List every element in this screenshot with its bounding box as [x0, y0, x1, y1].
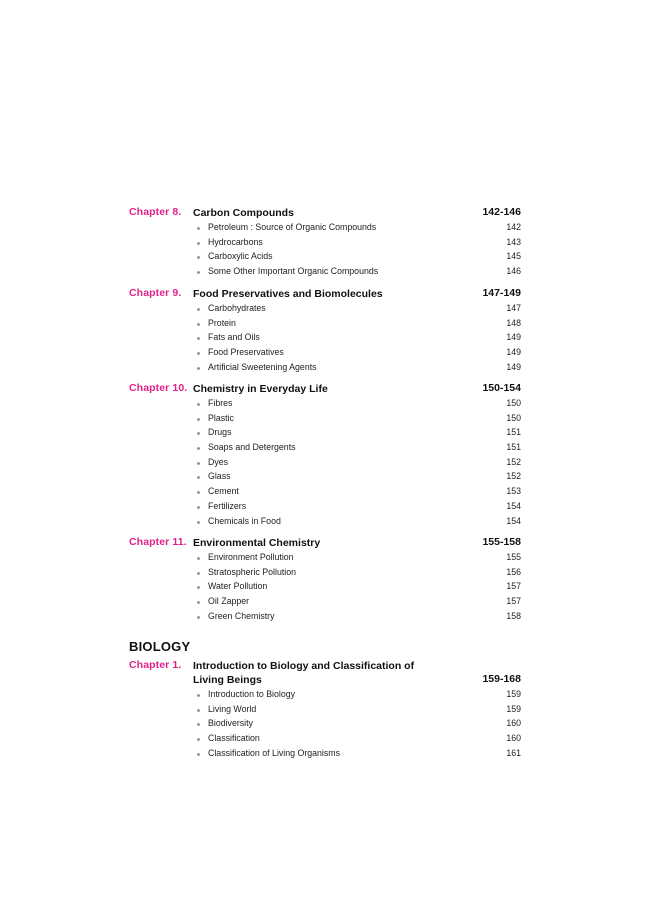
item-page: 142 [506, 222, 521, 232]
list-item [0, 689, 660, 704]
bullet-icon [197, 506, 200, 509]
chapter-9 [0, 287, 660, 376]
bullet-icon [197, 352, 200, 355]
chapter-title: Chemistry in Everyday Life [193, 383, 328, 395]
item-text: Food Preservatives [208, 347, 284, 358]
bullet-icon [197, 256, 200, 259]
list-item [0, 748, 660, 763]
item-page: 159 [506, 703, 521, 714]
item-text: Stratospheric Pollution [208, 566, 297, 577]
item-text: Classification [208, 733, 260, 744]
item-text: Carboxylic Acids [208, 251, 273, 262]
item-page: 160 [506, 718, 521, 729]
item-page: 157 [506, 596, 521, 607]
chapter-header [0, 287, 660, 303]
item-text: Glass [208, 471, 231, 482]
item-page: 149 [506, 332, 521, 343]
item-text: Fibres [208, 398, 233, 408]
list-item [0, 581, 660, 596]
chapter-label: Chapter 9. [129, 287, 182, 299]
list-item [0, 266, 660, 281]
list-item [0, 427, 660, 442]
item-text: Green Chemistry [208, 610, 275, 621]
bullet-icon [197, 521, 200, 524]
list-item [0, 318, 660, 333]
list-item [0, 733, 660, 748]
item-page: 150 [506, 412, 521, 423]
chapter-title: Food Preservatives and Biomolecules [193, 288, 383, 300]
item-page: 157 [506, 581, 521, 592]
item-text: Soaps and Detergents [208, 442, 296, 453]
chapter-label: Chapter 10. [129, 382, 188, 394]
bullet-icon [197, 271, 200, 274]
list-item [0, 718, 660, 733]
bullet-icon [197, 418, 200, 421]
list-item [0, 596, 660, 611]
list-item [0, 442, 660, 457]
bullet-icon [197, 616, 200, 619]
bullet-icon [197, 432, 200, 435]
item-text: Living World [208, 703, 257, 714]
item-text: Cement [208, 486, 239, 497]
bullet-icon [197, 337, 200, 340]
list-item [0, 251, 660, 266]
bullet-icon [197, 557, 200, 560]
item-text: Carbohydrates [208, 303, 266, 313]
chapter-label: Chapter 1. [129, 659, 182, 671]
chapter-10 [0, 382, 660, 530]
list-item [0, 486, 660, 501]
item-page: 155 [506, 552, 521, 562]
chapter-8 [0, 206, 660, 281]
chapter-items [0, 398, 660, 530]
item-text: Petroleum : Source of Organic Compounds [208, 222, 377, 232]
bullet-icon [197, 723, 200, 726]
chapter-page-range: 147-149 [482, 287, 521, 299]
item-page: 161 [506, 747, 521, 758]
biology-chapter-1 [0, 659, 660, 762]
chapter-page-range: 150-154 [482, 382, 521, 394]
bullet-icon [197, 601, 200, 604]
chapter-header [0, 536, 660, 552]
item-text: Chemicals in Food [208, 515, 281, 526]
item-text: Fertilizers [208, 500, 247, 511]
item-text: Oil Zapper [208, 596, 250, 607]
chapter-title: Environmental Chemistry [193, 537, 321, 549]
item-page: 149 [506, 347, 521, 358]
bullet-icon [197, 491, 200, 494]
item-text: Biodiversity [208, 718, 253, 729]
list-item [0, 704, 660, 719]
chapter-page-range: 155-158 [482, 536, 521, 548]
list-item [0, 413, 660, 428]
item-page: 149 [506, 361, 521, 372]
item-page: 152 [506, 471, 521, 482]
list-item [0, 516, 660, 531]
item-text: Drugs [208, 427, 232, 438]
item-page: 146 [506, 266, 521, 277]
chapter-title-line-2: Living Beings [193, 674, 262, 686]
chapter-label: Chapter 11. [129, 536, 187, 548]
item-page: 151 [506, 427, 521, 438]
item-text: Some Other Important Organic Compounds [208, 266, 379, 277]
list-item [0, 611, 660, 626]
item-text: Dyes [208, 456, 229, 467]
chapter-title-line-1: Introduction to Biology and Classification of [193, 660, 415, 672]
chapter-page-range: 159-168 [482, 673, 521, 685]
list-item [0, 303, 660, 318]
item-page: 159 [506, 689, 521, 699]
item-page: 150 [506, 398, 521, 408]
bullet-icon [197, 738, 200, 741]
bullet-icon [197, 367, 200, 370]
item-text: Classification of Living Organisms [208, 747, 341, 758]
section-heading-biology: BIOLOGY [129, 639, 191, 654]
item-page: 156 [506, 566, 521, 577]
item-text: Fats and Oils [208, 332, 260, 343]
bullet-icon [197, 403, 200, 406]
bullet-icon [197, 242, 200, 245]
bullet-icon [197, 753, 200, 756]
list-item [0, 237, 660, 252]
item-page: 154 [506, 500, 521, 511]
chapter-items [0, 303, 660, 376]
item-text: Protein [208, 317, 236, 328]
list-item [0, 471, 660, 486]
item-text: Water Pollution [208, 581, 268, 592]
item-page: 154 [506, 515, 521, 526]
bullet-icon [197, 586, 200, 589]
chapter-title: Carbon Compounds [193, 207, 294, 219]
chapter-header [0, 206, 660, 222]
item-text: Environment Pollution [208, 552, 294, 562]
bullet-icon [197, 227, 200, 230]
bullet-icon [197, 476, 200, 479]
chapter-11 [0, 536, 660, 625]
list-item [0, 552, 660, 567]
item-page: 152 [506, 456, 521, 467]
chapter-items [0, 552, 660, 625]
list-item [0, 332, 660, 347]
list-item [0, 457, 660, 472]
bullet-icon [197, 572, 200, 575]
list-item [0, 222, 660, 237]
list-item [0, 362, 660, 377]
item-text: Plastic [208, 412, 234, 423]
chapter-items [0, 222, 660, 281]
bullet-icon [197, 447, 200, 450]
item-page: 160 [506, 733, 521, 744]
list-item [0, 398, 660, 413]
item-page: 158 [506, 610, 521, 621]
chapter-header [0, 659, 660, 689]
chapter-header [0, 382, 660, 398]
item-text: Artificial Sweetening Agents [208, 361, 317, 372]
list-item [0, 567, 660, 582]
item-text: Introduction to Biology [208, 689, 296, 699]
list-item [0, 347, 660, 362]
chapter-page-range: 142-146 [482, 206, 521, 218]
item-text: Hydrocarbons [208, 236, 263, 247]
chapter-label: Chapter 8. [129, 206, 182, 218]
item-page: 153 [506, 486, 521, 497]
bullet-icon [197, 709, 200, 712]
chapter-items [0, 689, 660, 762]
item-page: 147 [506, 303, 521, 313]
bullet-icon [197, 323, 200, 326]
item-page: 151 [506, 442, 521, 453]
bullet-icon [197, 462, 200, 465]
item-page: 143 [506, 236, 521, 247]
bullet-icon [197, 694, 200, 697]
item-page: 148 [506, 317, 521, 328]
list-item [0, 501, 660, 516]
bullet-icon [197, 308, 200, 311]
item-page: 145 [506, 251, 521, 262]
